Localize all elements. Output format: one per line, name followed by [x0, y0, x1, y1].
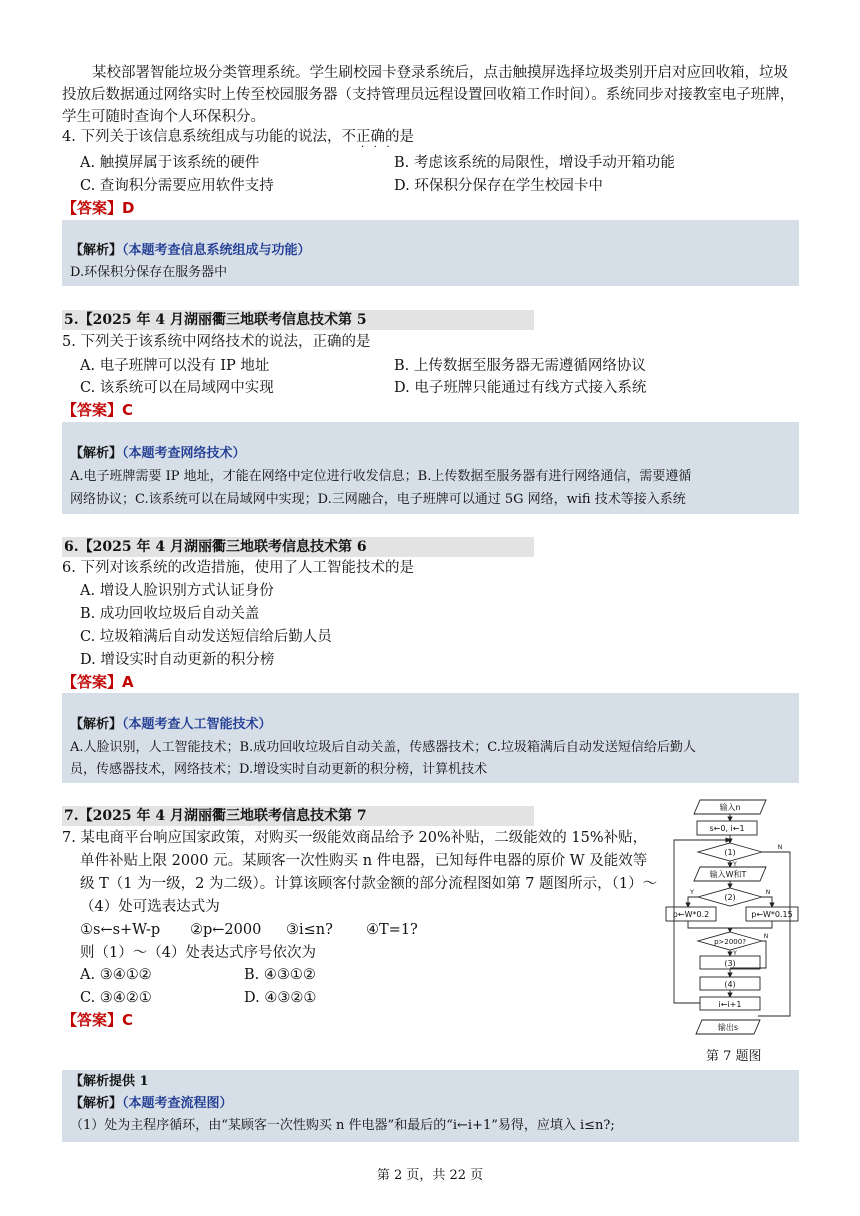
- q6-analysis-box: [62, 693, 799, 783]
- scenario-paragraph: 某校部署智能垃圾分类管理系统。学生刷校园卡登录系统后，点击触摸屏选择垃圾类别开启对应回收箱，垃圾投放后数据通过网络实时上传至校园服务器（支持管理员远程设置回收箱工作时间）。系统同步对接教室电子班牌，学生可随时查询个人环保积分。: [62, 65, 795, 125]
- q4-analysis-title: [70, 241, 311, 261]
- q5-analysis-line-1: A.电子班牌需要 IP 地址，才能在网络中定位进行收发信息；B.上传数据至服务器有进行网络通信，需要遵循: [70, 469, 692, 484]
- flow-d1-label: (1): [724, 848, 736, 857]
- flow-d2-yes: Y: [690, 889, 694, 896]
- flow-init-label: s←0, i←1: [709, 824, 745, 833]
- q6-source-bar: [62, 537, 534, 557]
- q7-stem-line-4: （4）处可选表达式为: [80, 899, 220, 915]
- flow-d1-yes: Y: [733, 861, 737, 868]
- q4-analysis-line: D.环保积分保存在服务器中: [70, 265, 228, 280]
- q6-source: 6.【2025 年 4 月湖丽衢三地联考信息技术第 6: [64, 539, 367, 555]
- q5-source-bar: [62, 310, 534, 330]
- analysis-label: 【解析】: [70, 243, 123, 258]
- q6-analysis-line-2: 员，传感器技术，网络技术；D.增设实时自动更新的积分榜，计算机技术: [70, 762, 488, 777]
- page-footer: 第 2 页，共 22 页: [376, 1168, 484, 1183]
- q5-analysis-title: [70, 444, 246, 464]
- q7-option-a: A. ③④①②: [80, 967, 152, 983]
- q7-option-b: B. ④③①②: [244, 967, 316, 983]
- q5-source: 5.【2025 年 4 月湖丽衢三地联考信息技术第 5: [64, 312, 367, 328]
- q7-then-line: 则（1）～（4）处表达式序号依次为: [80, 945, 316, 961]
- q7-stem-line-1: 7. 某电商平台响应国家政策，对购买一级能效商品给予 20%补贴，二级能效的 15%补贴，: [62, 830, 648, 846]
- flow-output-label: 输出s: [717, 1023, 739, 1032]
- analysis-topic: （本题考查信息系统组成与功能）: [122, 243, 311, 258]
- q6-stem: 6. 下列对该系统的改造措施，使用了人工智能技术的是: [62, 560, 414, 576]
- q5-answer: 【答案】C: [62, 401, 134, 419]
- flow-d2-no: N: [765, 889, 771, 896]
- q7-analysis-title: [70, 1094, 233, 1114]
- q4-answer: 【答案】D: [62, 199, 135, 217]
- q6-option-c: C. 垃圾箱满后自动发送短信给后勤人员: [80, 629, 332, 645]
- flow-b3-label: (3): [724, 959, 736, 968]
- q6-option-b: B. 成功回收垃圾后自动关盖: [80, 606, 260, 622]
- q6-analysis-line-1: A.人脸识别，人工智能技术；B.成功回收垃圾后自动关盖，传感器技术；C.垃圾箱满后自动发送短信给后勤人: [70, 740, 696, 755]
- q7-analysis-line: （1）处为主程序循环，由“某顾客一次性购买 n 件电器”和最后的“i←i+1”易得，应填入 i≤n?;: [70, 1118, 615, 1133]
- q6-answer: 【答案】A: [62, 673, 134, 691]
- q7-analysis-provided: 【解析提供 1: [70, 1074, 149, 1089]
- q7-expr-4: ④T=1?: [366, 922, 418, 938]
- analysis-label: 【解析】: [70, 717, 123, 732]
- flow-d3-no: N: [763, 933, 769, 940]
- q7-figure-caption: 第 7 题图: [706, 1049, 762, 1064]
- q4-stem: 4. 下列关于该信息系统组成与功能的说法，不正确的是: [62, 129, 414, 145]
- flow-inc-label: i←i+1: [718, 1000, 742, 1009]
- flow-d2-label: (2): [724, 893, 736, 902]
- analysis-topic: （本题考查网络技术）: [122, 446, 246, 461]
- flow-d3-label: p>2000?: [714, 938, 746, 946]
- q4-option-d: D. 环保积分保存在学生校园卡中: [394, 178, 603, 194]
- q6-option-a: A. 增设人脸识别方式认证身份: [80, 583, 274, 599]
- q7-source: 7.【2025 年 4 月湖丽衢三地联考信息技术第 7: [64, 808, 367, 824]
- flow-p1-label: p←W*0.2: [672, 910, 710, 919]
- q5-option-c: C. 该系统可以在局域网中实现: [80, 380, 274, 396]
- q4-option-b: B. 考虑该系统的局限性，增设手动开箱功能: [394, 155, 675, 171]
- q4-analysis-box: [62, 220, 799, 286]
- q7-source-bar: [62, 806, 534, 826]
- q7-option-c: C. ③④②①: [80, 990, 152, 1006]
- q7-expr-3: ③i≤n?: [286, 922, 333, 938]
- q6-option-d: D. 增设实时自动更新的积分榜: [80, 652, 275, 668]
- q7-analysis-box: [62, 1070, 799, 1142]
- analysis-topic: （本题考查流程图）: [122, 1096, 233, 1111]
- q5-analysis-line-2: 网络协议；C.该系统可以在局域网中实现；D.三网融合，电子班牌可以通过 5G 网络，wifi 技术等接入系统: [70, 492, 686, 507]
- q5-stem: 5. 下列关于该系统中网络技术的说法，正确的是: [62, 334, 371, 350]
- analysis-topic: （本题考查人工智能技术）: [122, 717, 272, 732]
- flow-d3-yes: Y: [733, 950, 737, 957]
- flow-p2-label: p←W*0.15: [751, 910, 793, 919]
- analysis-label: 【解析】: [70, 446, 123, 461]
- q7-stem-line-3: 级 T（1 为一级，2 为二级）。计算该顾客付款金额的部分流程图如第 7 题图所示，（1）～: [80, 876, 658, 892]
- q7-expr-2: ②p←2000: [190, 922, 262, 938]
- flow-input-n-label: 输入n: [719, 803, 741, 812]
- emphasis-dots: · · ·: [361, 142, 390, 153]
- q5-analysis-box: [62, 422, 799, 514]
- q6-analysis-title: [70, 715, 272, 735]
- q5-option-a: A. 电子班牌可以没有 IP 地址: [80, 358, 270, 374]
- q7-option-d: D. ④③②①: [244, 990, 317, 1006]
- q7-stem-line-2: 单件补贴上限 2000 元。某顾客一次性购买 n 件电器，已知每件电器的原价 W 及能效等: [80, 853, 648, 869]
- flow-d1-no: N: [777, 844, 783, 851]
- flow-b4-label: (4): [724, 980, 736, 989]
- q4-option-c: C. 查询积分需要应用软件支持: [80, 178, 274, 194]
- flow-input-wt-label: 输入W和T: [709, 870, 747, 879]
- q7-expr-1: ①s←s+W-p: [80, 922, 161, 938]
- q5-option-d: D. 电子班牌只能通过有线方式接入系统: [394, 380, 647, 396]
- q4-option-a: A. 触摸屏属于该系统的硬件: [80, 155, 260, 171]
- q7-flowchart: [662, 796, 802, 1046]
- q7-answer: 【答案】C: [62, 1011, 134, 1029]
- q5-option-b: B. 上传数据至服务器无需遵循网络协议: [394, 358, 646, 374]
- analysis-label: 【解析】: [70, 1096, 123, 1111]
